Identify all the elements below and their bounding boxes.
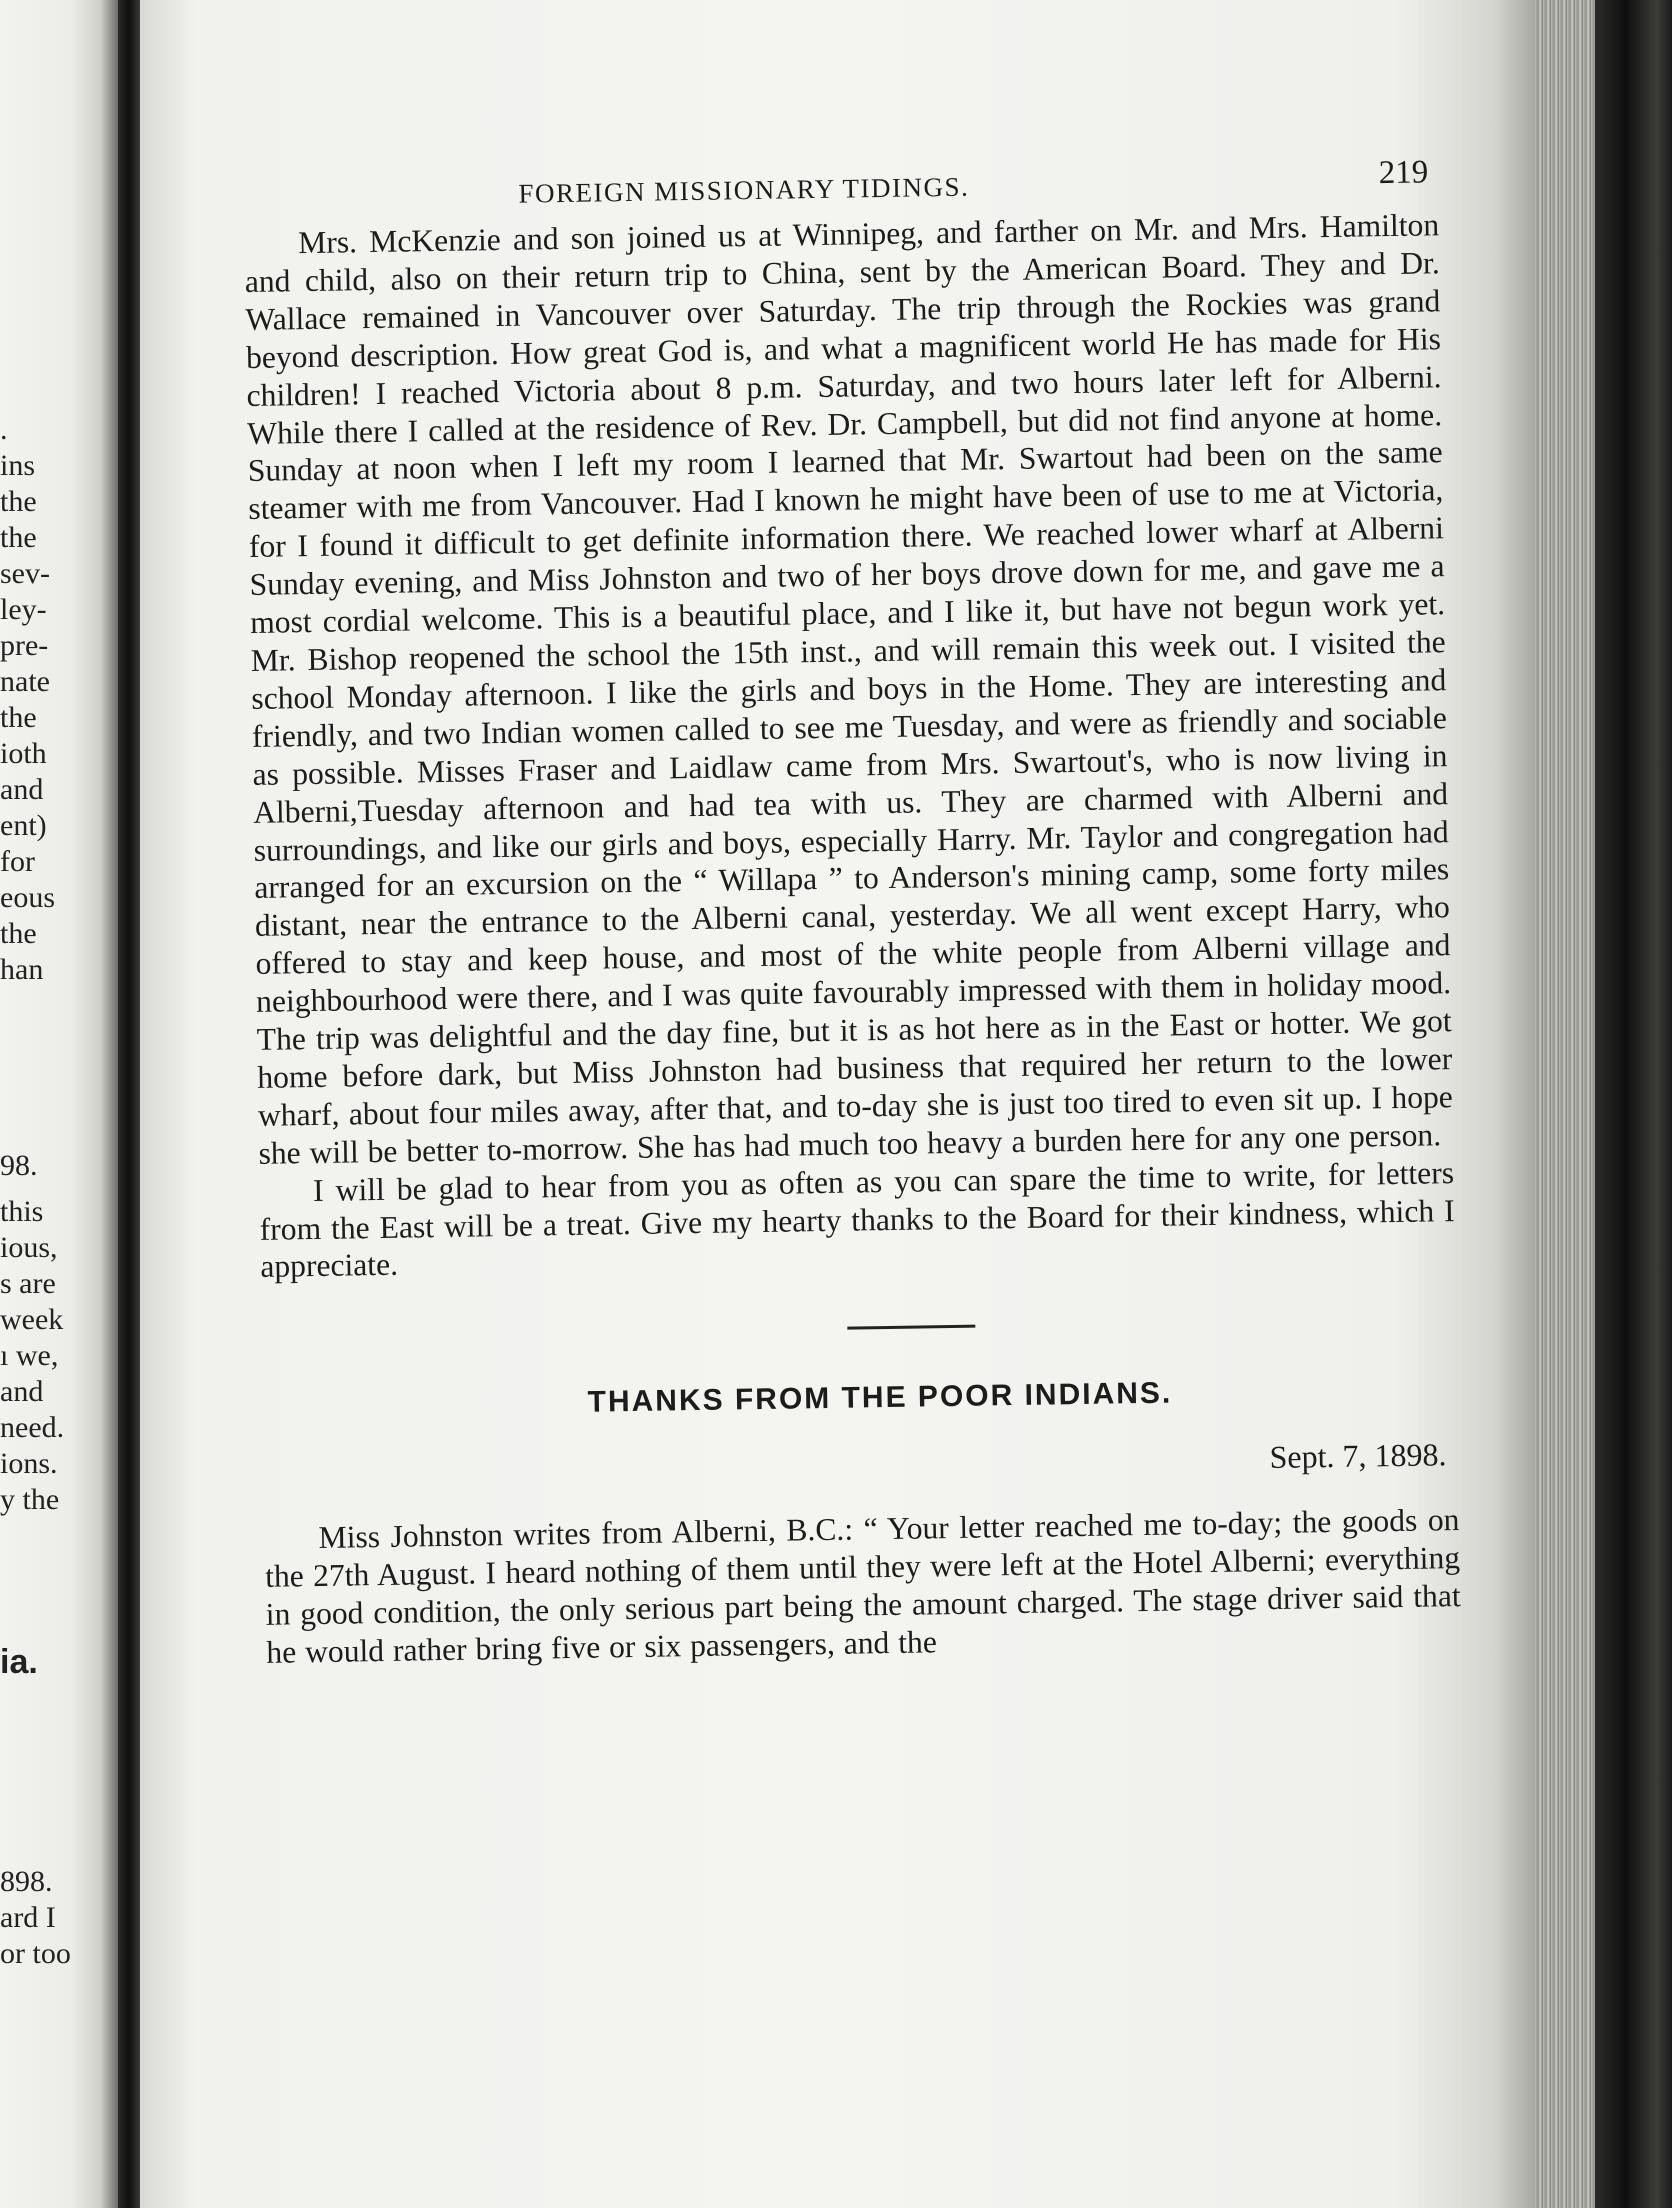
left-page-fragment: 98. <box>0 1149 38 1182</box>
book-gutter <box>118 0 140 2208</box>
running-head-title: FOREIGN MISSIONARY TIDINGS. <box>518 171 970 209</box>
left-page-fragment: or too <box>0 1937 71 1970</box>
letter-date: Sept. 7, 1898. <box>1269 1436 1447 1476</box>
section-paragraph: Miss Johnston writes from Alberni, B.C.: “ Your letter reached me to-day; the goods on the 27th August. I heard nothing of them until they were left at the Hotel Alberni; everything in good condition, the only serious part being the amount charged. The stage driver said that he would rather bring five or six passengers, and the <box>264 1502 1461 1670</box>
left-page-fragment: week <box>0 1303 64 1336</box>
left-page-fragment: ions. <box>0 1447 58 1480</box>
left-page-fragment: the <box>0 521 37 554</box>
page-number: 219 <box>1378 154 1429 192</box>
left-page-fragment: ard I <box>0 1901 56 1934</box>
left-page-fragment: this <box>0 1195 44 1228</box>
left-page-fragment: pre- <box>0 629 49 662</box>
left-page-fragment: eous <box>0 881 55 914</box>
left-page-fragment: and <box>0 773 44 806</box>
left-page-fragment: ley- <box>0 593 47 626</box>
left-page-fragment: the <box>0 917 37 950</box>
left-page-fragment: s are <box>0 1267 56 1300</box>
page-edges <box>1535 0 1595 2208</box>
left-page-fragment: and <box>0 1375 44 1408</box>
left-page-fragment: for <box>0 845 35 878</box>
left-page-fragment: 898. <box>0 1865 53 1898</box>
section-divider <box>847 1325 975 1330</box>
left-page-fragment: need. <box>0 1411 65 1444</box>
left-page-fragment: han <box>0 953 44 986</box>
left-page-fragment: nate <box>0 665 50 698</box>
left-page-fragment: the <box>0 701 37 734</box>
section-heading: THANKS FROM THE POOR INDIANS. <box>587 1376 1173 1420</box>
left-page-fragment: ia. <box>0 1643 38 1681</box>
left-page-fragment: ent) <box>0 809 47 842</box>
left-page-fragment: . <box>0 413 8 446</box>
left-page-fragment: ious, <box>0 1231 58 1264</box>
book-cover-edge <box>1595 0 1672 2208</box>
left-facing-page <box>0 0 118 2208</box>
page-content <box>243 146 1462 1672</box>
letter-paragraph: Mrs. McKenzie and son joined us at Winnipeg, and farther on Mr. and Mrs. Hamilton and child, also on their return trip to China, sent by the American Board. They and Dr. Wallace remained in Vancouver over Saturday. The trip through the Rockies was grand beyond description. How great God is, and what a magnificent world He has made for His children! I reached Victoria about 8 p.m. Saturday, and two hours later left for Alberni. While there I called at the residence of Rev. Dr. Campbell, but did not find anyone at home. Sunday at noon when I left my room I learned that Mr. Swartout had been on the same steamer with me from Vancouver. Had I known he might have been of use to me at Victoria, for I found it difficult to get definite information there. We reached lower wharf at Alberni Sunday evening, and Miss Johnston and two of her boys drove down for me, and gave me a most cordial welcome. This is a beautiful place, and I like it, but have not begun work yet. Mr. Bishop reopened the school the 15th inst., and will remain this week out. I visited the school Monday afternoon. I like the girls and boys in the Home. They are interesting and friendly, and two Indian women called to see me Tuesday, and were as friendly and sociable as possible. Misses Fraser and Laidlaw came from Mrs. Swartout's, who is now living in Alberni,Tuesday afternoon and had tea with us. They are charmed with Alberni and surroundings, and like our girls and boys, especially Harry. Mr. Taylor and congregation had arranged for an excursion on the “ Willapa ” to Anderson's mining camp, some forty miles distant, near the entrance to the Alberni canal, yesterday. We all went except Harry, who offered to stay and keep house, and most of the white people from Alberni village and neighbourhood were there, and I was quite favourably impressed with them in holiday mood. The trip was delightful and the day fine, but it is as hot here as in the East or hotter. We got home before dark, but Miss Johnston had business that required her return to the lower wharf, about four miles away, after that, and to-day she is just too tired to even sit up. I hope she will be better to-morrow. She has had much too heavy a burden here for any one person. <box>244 207 1454 1171</box>
left-page-fragment: ins <box>0 449 36 482</box>
left-page-fragment: ı we, <box>0 1339 59 1372</box>
left-page-fragment: sev- <box>0 557 50 590</box>
left-page-fragment: the <box>0 485 37 518</box>
letter-paragraph: I will be glad to hear from you as often as you can spare the time to write, for letters from the East will be a treat. Give my hearty thanks to the Board for their kindness, which I appreciate. <box>259 1154 1455 1285</box>
left-page-fragment: y the <box>0 1483 60 1516</box>
left-page-fragment: ioth <box>0 737 47 770</box>
